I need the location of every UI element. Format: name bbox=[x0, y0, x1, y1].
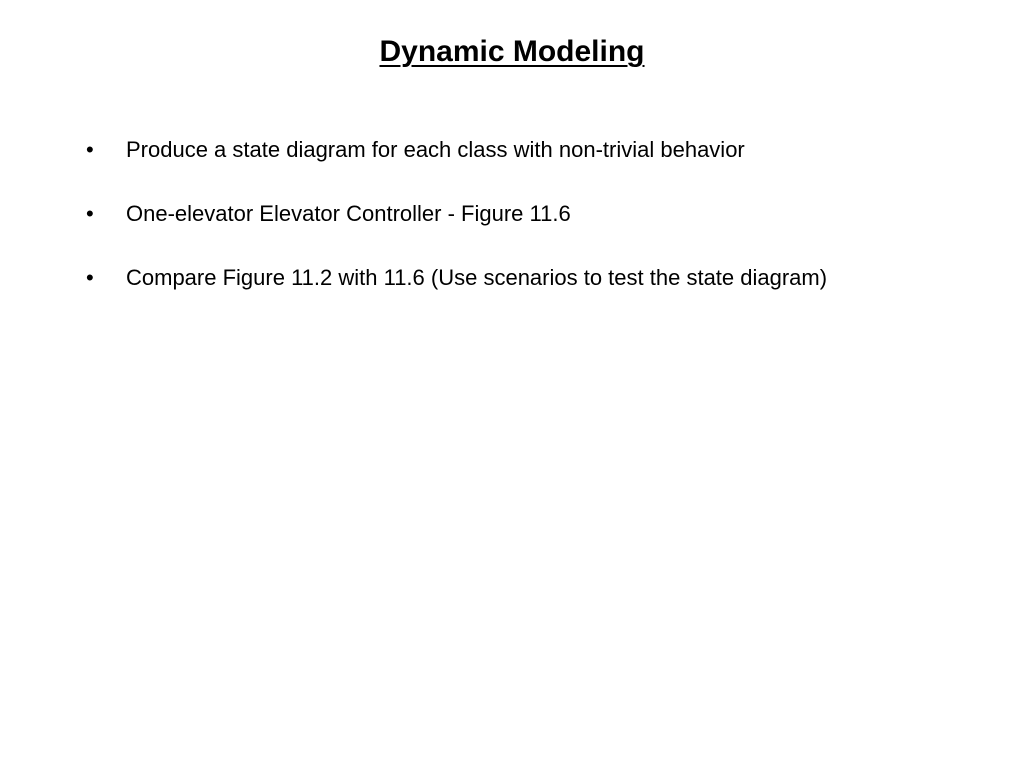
bullet-item bbox=[86, 134, 886, 166]
bullet-dot-icon: • bbox=[86, 201, 94, 226]
bullet-text: Compare Figure 11.2 with 11.6 (Use scenarios to test the state diagram) bbox=[126, 265, 828, 290]
bullet-item bbox=[86, 262, 886, 294]
slide-title: Dynamic Modeling bbox=[379, 35, 645, 68]
bullet-item bbox=[86, 198, 886, 230]
bullet-dot-icon: • bbox=[86, 137, 94, 162]
bullet-text: Produce a state diagram for each class with non-trivial behavior bbox=[126, 137, 745, 162]
bullet-list bbox=[86, 134, 886, 326]
bullet-text: One-elevator Elevator Controller - Figure 11.6 bbox=[126, 201, 571, 226]
bullet-dot-icon: • bbox=[86, 265, 94, 290]
